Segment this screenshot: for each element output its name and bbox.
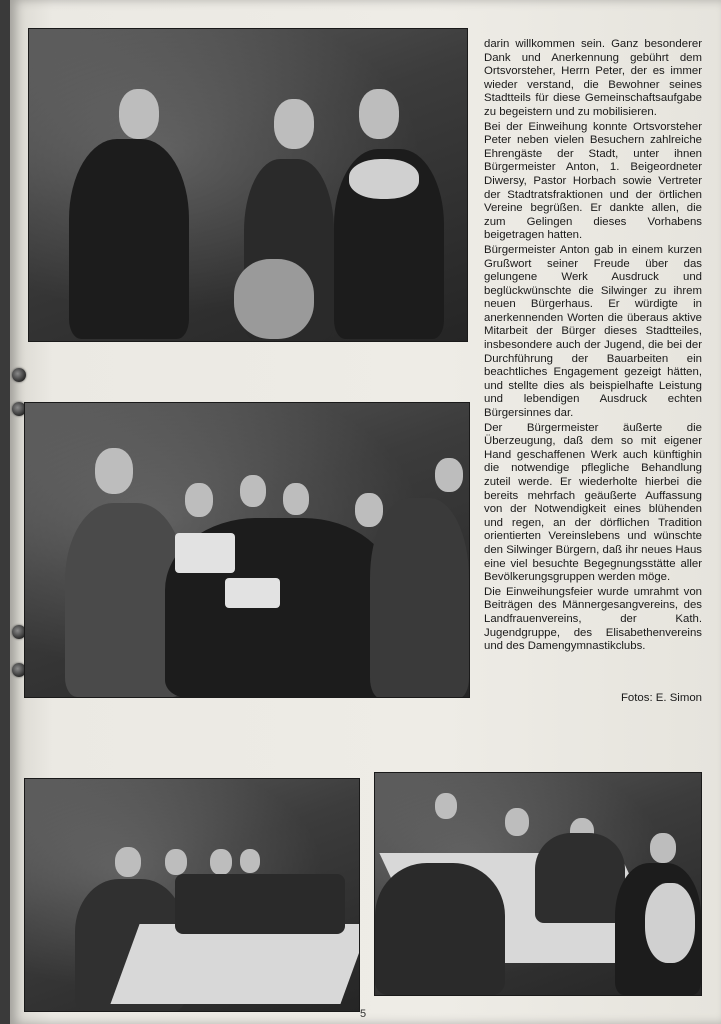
photo-singers (28, 28, 468, 342)
article-paragraph: Der Bürgermeister äußerte die Überzeugung, daß dem so mit eigener Hand geschaffenen Werk auch künftighin die notwendige pflegliche Behandlung zuteil werde. Er wiederholte hierbei die bereits mehrfach geäußerte Auffassung von der Notwendigkeit eines blühenden und regen, an der dörflichen Tradition orientierten Vereinslebens und wünschte den Silwinger Bürgern, daß ihr neues Haus eine viel besuchte Begegnungsstätte aller Bevölkerungsgruppen werden möge. (484, 421, 702, 584)
binding-hole (12, 368, 26, 382)
photo-choir (24, 402, 470, 698)
article-paragraph: Bürgermeister Anton gab in einem kurzen Grußwort seiner Freude über das gelungene Werk Ausdruck und beglückwünschte die Silwinger zu ihrem neuen Bürgerhaus. Er würdigte in anerkennenden Worten die überaus aktive Mitarbeit der Bürger dieses Stadtteiles, insbesondere auch der Jugend, die bei der Durchführung der Bauarbeiten ein beachtliches Engagement gezeigt hätten, und stellte dies als beispielhafte Leistung und lebendigen Ausdruck echten Bürgersinnes dar. (484, 243, 702, 420)
article-paragraph: Bei der Einweihung konnte Ortsvorsteher Peter neben vielen Besuchern zahlreiche Ehrengäste der Stadt, unter ihnen Bürgermeister Anton, 1. Beigeordneter Diwersy, Pastor Horbach sowie Vertreter der Stadtratsfraktionen und der örtlichen Vereine begrüßen. Er dankte allen, die zum Gelingen dieses Vorhabens beigetragen hatten. (484, 120, 702, 242)
page-number: 5 (360, 1008, 367, 1020)
article-paragraph: darin willkommen sein. Ganz besonderer Dank und Anerkennung gebührt dem Ortsvorsteher, Herrn Peter, der es immer wieder verstand, die Bewohner seines Stadtteils für diese Gemeinschaftsaufgabe zu begeistern und zu mobilisieren. (484, 38, 702, 118)
photo-tables-left (24, 778, 360, 1012)
photo-credit: Fotos: E. Simon (620, 692, 702, 704)
magazine-page (10, 0, 721, 1024)
article-paragraph: Die Einweihungsfeier wurde umrahmt von Beiträgen des Männergesangvereins, des Landfrauenvereins, der Kath. Jugendgruppe, des Elisabethenvereins und des Damengymnastikclubs. (484, 585, 702, 653)
article-body (484, 38, 702, 655)
photo-tables-right (374, 772, 702, 996)
